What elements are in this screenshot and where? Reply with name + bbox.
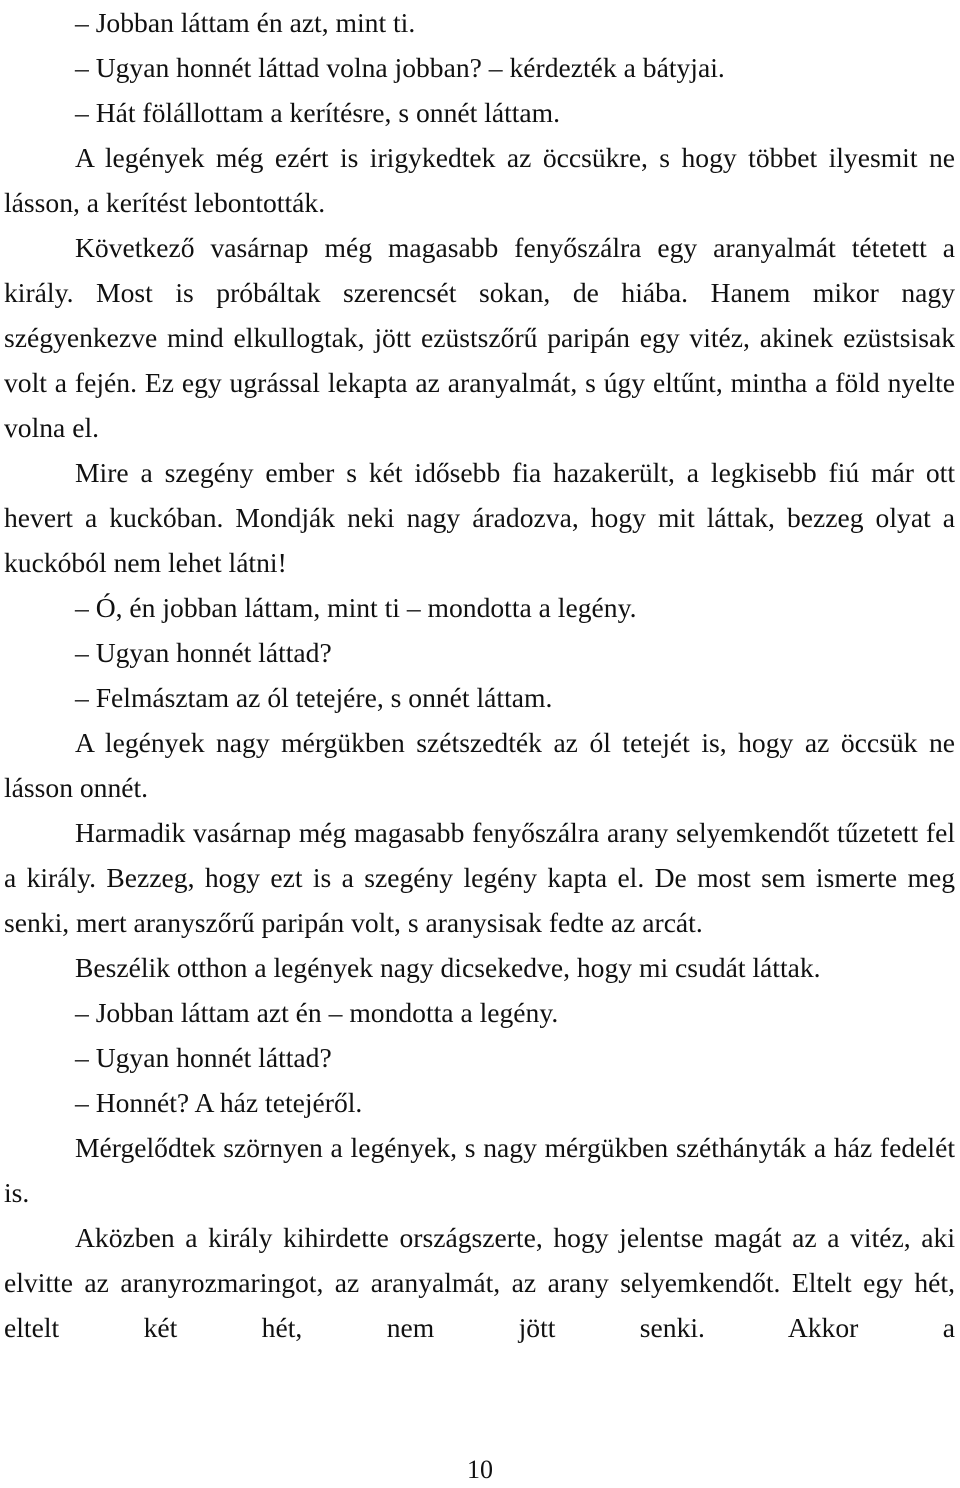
paragraph: – Jobban láttam azt én – mondotta a legény. (75, 997, 559, 1028)
paragraph: – Ó, én jobban láttam, mint ti – mondotta a legény. (75, 592, 637, 623)
paragraph: Mire a szegény ember s két idősebb fia hazakerült, a legkisebb fiú már ott hevert a kuckóban. Mondják neki nagy áradozva, hogy mit láttak, bezzeg olyat a kuckóból nem lehet látni! (4, 457, 955, 578)
paragraph: Harmadik vasárnap még magasabb fenyőszálra arany selyemkendőt tűzetett fel a király. Bezzeg, hogy ezt is a szegény legény kapta el. De most sem ismerte meg senki, mert aranyszőrű paripán volt, s aranysisak fedte az arcát. (4, 817, 955, 938)
paragraph-continued: Aközben a király kihirdette országszerte, hogy jelentse magát az a vitéz, aki elvitte az aranyrozmaringot, az aranyalmát, az arany selyemkendőt. Eltelt egy hét, eltelt két hét, nem jött senki. Akkor a (4, 1222, 955, 1343)
paragraph: A legények még ezért is irigykedtek az öccsükre, s hogy többet ilyesmit ne lásson, a kerítést lebontották. (4, 142, 955, 218)
paragraph: – Ugyan honnét láttad? (75, 637, 332, 668)
paragraph: – Felmásztam az ól tetejére, s onnét láttam. (75, 682, 553, 713)
paragraph: Következő vasárnap még magasabb fenyőszálra egy aranyalmát tétetett a király. Most is próbáltak szerencsét sokan, de hiába. Hanem mikor nagy szégyenkezve mind elkullogtak, jött ezüstszőrű paripán egy vitéz, akinek ezüstsisak volt a fején. Ez egy ugrással lekapta az aranyalmát, s úgy eltűnt, mintha a föld nyelte volna el. (4, 232, 955, 443)
paragraph: – Jobban láttam én azt, mint ti. (75, 7, 416, 38)
page-number: 10 (467, 1455, 493, 1484)
paragraph: – Hát fölállottam a kerítésre, s onnét láttam. (75, 97, 561, 128)
paragraph: A legények nagy mérgükben szétszedték az ól tetejét is, hogy az öccsük ne lásson onnét. (4, 727, 955, 803)
paragraph: – Ugyan honnét láttad? (75, 1042, 332, 1073)
paragraph: Beszélik otthon a legények nagy dicsekedve, hogy mi csudát láttak. (75, 952, 821, 983)
paragraph: Mérgelődtek szörnyen a legények, s nagy mérgükben széthányták a ház fedelét is. (4, 1132, 955, 1208)
page-body (4, 0, 955, 1350)
paragraph: – Honnét? A ház tetejéről. (75, 1087, 363, 1118)
paragraph: – Ugyan honnét láttad volna jobban? – kérdezték a bátyjai. (75, 52, 725, 83)
